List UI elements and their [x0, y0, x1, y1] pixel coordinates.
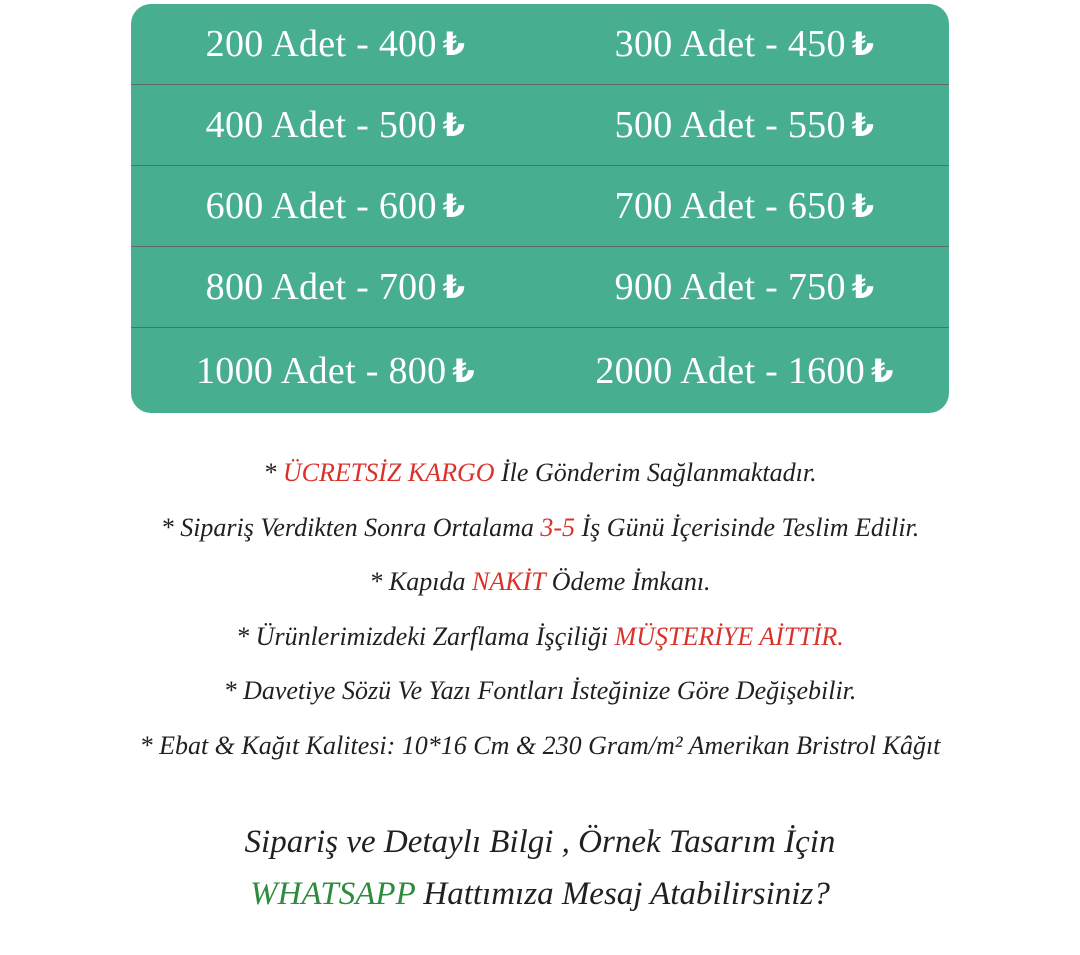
price-row [131, 247, 949, 328]
price-row [131, 85, 949, 166]
price-text: 900 Adet - 750 [614, 266, 846, 308]
note-cash-payment [0, 555, 1080, 610]
note-fonts [0, 664, 1080, 719]
price-cell [540, 247, 949, 327]
lira-sign: ₺ [452, 351, 475, 390]
note-text: * Kapıda [369, 567, 472, 596]
note-text: * [263, 458, 283, 487]
lira-sign: ₺ [442, 268, 466, 306]
price-cell [131, 166, 540, 246]
price-text: 700 Adet - 650 [614, 185, 846, 227]
lira-sign: ₺ [442, 25, 466, 63]
price-cell [540, 328, 949, 413]
footer-line-1: Sipariş ve Detaylı Bilgi , Örnek Tasarım İçin [244, 824, 836, 860]
price-text: 400 Adet - 500 [205, 104, 437, 146]
footer-line-2-text: Hattımıza Mesaj Atabilirsiniz? [415, 876, 830, 912]
price-cell [131, 328, 540, 413]
note-highlight: MÜŞTERİYE AİTTİR. [614, 621, 844, 651]
price-text: 200 Adet - 400 [205, 23, 437, 65]
info-notes [0, 446, 1080, 773]
price-cell [131, 85, 540, 165]
price-cell [540, 85, 949, 165]
lira-sign: ₺ [442, 187, 466, 225]
lira-sign: ₺ [851, 268, 875, 306]
price-text: 1000 Adet - 800 [195, 349, 447, 392]
price-cell [540, 166, 949, 246]
contact-footer [0, 816, 1080, 920]
note-text: * Ürünlerimizdeki Zarflama İşçiliği [236, 621, 615, 651]
note-text: * Davetiye Sözü Ve Yazı Fontları İsteğinize Göre Değişebilir. [223, 676, 857, 705]
price-row [131, 166, 949, 247]
lira-sign: ₺ [442, 106, 466, 144]
lira-sign: ₺ [851, 106, 875, 144]
price-cell [131, 247, 540, 327]
price-row [131, 328, 949, 413]
note-text: Ödeme İmkanı. [545, 567, 711, 596]
note-delivery-time [0, 501, 1080, 556]
price-text: 2000 Adet - 1600 [595, 349, 866, 392]
note-highlight: NAKİT [472, 567, 546, 596]
price-row [131, 4, 949, 85]
price-table [131, 4, 949, 413]
lira-sign: ₺ [851, 25, 875, 63]
lira-sign: ₺ [851, 187, 875, 225]
price-text: 800 Adet - 700 [205, 266, 437, 308]
note-text: İle Gönderim Sağlanmaktadır. [494, 458, 817, 487]
price-text: 600 Adet - 600 [205, 185, 437, 227]
note-envelope-labor [0, 610, 1080, 665]
note-text: İş Günü İçerisinde Teslim Edilir. [575, 512, 920, 542]
lira-sign: ₺ [871, 351, 894, 390]
price-cell [131, 4, 540, 84]
note-free-shipping [0, 446, 1080, 501]
price-cell [540, 4, 949, 84]
note-paper-quality [0, 719, 1080, 774]
note-text: * Ebat & Kağıt Kalitesi: 10*16 Cm & 230 Gram/m² Amerikan Bristrol Kâğıt [139, 730, 941, 760]
footer-line-2 [0, 868, 1080, 920]
whatsapp-label: WHATSAPP [250, 876, 416, 912]
price-text: 500 Adet - 550 [614, 104, 846, 146]
note-text: * Sipariş Verdikten Sonra Ortalama [160, 512, 541, 542]
note-highlight: ÜCRETSİZ KARGO [282, 458, 495, 487]
note-highlight: 3-5 [540, 512, 576, 542]
price-text: 300 Adet - 450 [614, 23, 846, 65]
